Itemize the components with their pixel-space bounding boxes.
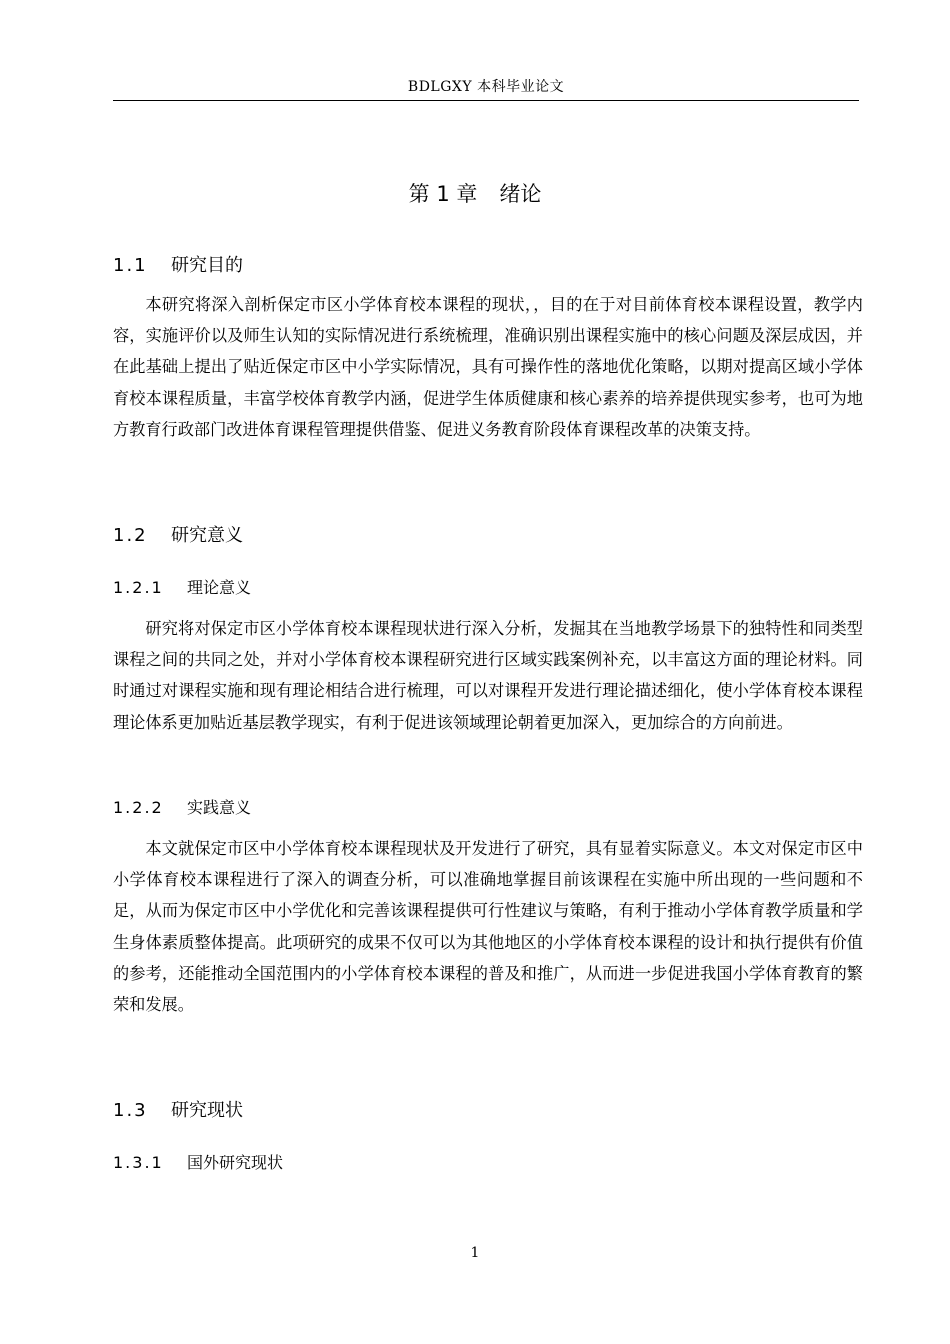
paragraph-research-purpose: 本研究将深入剖析保定市区小学体育校本课程的现状，，目的在于对目前体育校本课程设置，教学内容，实施评价以及师生认知的实际情况进行系统梳理，准确识别出课程实施中的核心问题及深层成因，并在此基础上提出了贴近保定市区中小学实际情况，具有可操作性的落地优化策略，以期对提高区域小学体育校本课程质量，丰富学校体育教学内涵，促进学生体质健康和核心素养的培养提供现实参考，也可为地方教育行政部门改进体育课程管理提供借鉴、促进义务教育阶段体育课程改革的决策支持。 bbox=[113, 295, 863, 439]
section-title: 研究现状 bbox=[171, 1100, 243, 1121]
paragraph-practical-significance: 本文就保定市区中小学体育校本课程现状及开发进行了研究，具有显着实际意义。本文对保定市区中小学体育校本课程进行了深入的调查分析，可以准确地掌握目前该课程在实施中所出现的一些问题和不足，从而为保定市区中小学优化和完善该课程提供可行性建议与策略，有利于推动小学体育教学质量和学生身体素质整体提高。此项研究的成果不仅可以为其他地区的小学体育校本课程的设计和执行提供有价值的参考，还能推动全国范围内的小学体育校本课程的普及和推广，从而进一步促进我国小学体育教育的繁荣和发展。 bbox=[113, 839, 863, 1015]
paragraph-theoretical-significance: 研究将对保定市区小学体育校本课程现状进行深入分析，发掘其在当地教学场景下的独特性和同类型课程之间的共同之处，并对小学体育校本课程研究进行区域实践案例补充，以丰富这方面的理论材料。同时通过对课程实施和现有理论相结合进行梳理，可以对课程开发进行理论描述细化，使小学体育校本课程理论体系更加贴近基层教学现实，有利于促进该领域理论朝着更加深入，更加综合的方向前进。 bbox=[113, 619, 863, 732]
section-number: 1.2 bbox=[113, 525, 148, 546]
section-number: 1.3 bbox=[113, 1100, 148, 1121]
chapter-title bbox=[0, 178, 950, 210]
subsection-heading-1-2-1 bbox=[113, 575, 251, 601]
subsection-heading-1-3-1 bbox=[113, 1150, 283, 1176]
subsection-number: 1.2.1 bbox=[113, 578, 164, 597]
section-heading-1-3 bbox=[113, 1097, 243, 1125]
chapter-number: 第 1 章 bbox=[408, 182, 478, 206]
header-text: BDLGXY 本科毕业论文 bbox=[407, 79, 565, 95]
subsection-number: 1.2.2 bbox=[113, 798, 164, 817]
subsection-title: 理论意义 bbox=[187, 578, 252, 597]
section-title: 研究目的 bbox=[171, 255, 243, 276]
section-title: 研究意义 bbox=[171, 525, 243, 546]
page-header bbox=[113, 76, 859, 101]
chapter-name: 绪论 bbox=[499, 182, 542, 206]
section-number: 1.1 bbox=[113, 255, 148, 276]
subsection-heading-1-2-2 bbox=[113, 795, 251, 821]
section-heading-1-2 bbox=[113, 522, 243, 550]
page-number: 1 bbox=[470, 1245, 480, 1261]
subsection-title: 国外研究现状 bbox=[187, 1153, 284, 1172]
subsection-title: 实践意义 bbox=[187, 798, 252, 817]
section-heading-1-1 bbox=[113, 252, 243, 280]
subsection-number: 1.3.1 bbox=[113, 1153, 164, 1172]
